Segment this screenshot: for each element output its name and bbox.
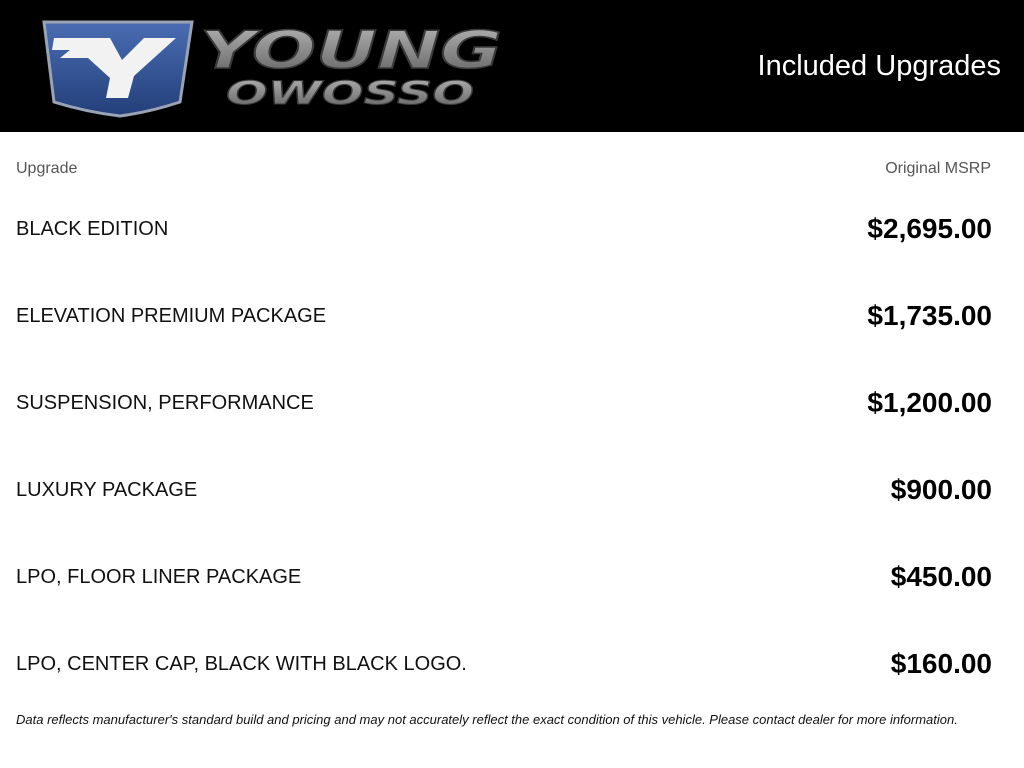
upgrade-name: LUXURY PACKAGE <box>16 479 198 501</box>
upgrade-name: LPO, FLOOR LINER PACKAGE <box>16 566 302 588</box>
upgrade-price: $1,735.00 <box>867 300 992 331</box>
header-banner <box>0 0 1024 132</box>
upgrade-price: $160.00 <box>890 648 992 679</box>
upgrade-name: SUSPENSION, PERFORMANCE <box>16 392 314 414</box>
upgrade-row <box>16 184 992 271</box>
upgrades-list <box>16 184 992 706</box>
upgrade-price: $900.00 <box>890 474 992 505</box>
young-owosso-logo-icon <box>40 16 510 118</box>
upgrade-row <box>16 271 992 358</box>
upgrade-name: LPO, CENTER CAP, BLACK WITH BLACK LOGO. <box>16 653 467 675</box>
upgrade-price: $450.00 <box>890 561 992 592</box>
disclaimer-text: Data reflects manufacturer's standard build and pricing and may not accurately reflect the exact condition of this vehicle. Please contact dealer for more information. <box>16 712 958 727</box>
brand-wordmark-young: YOUNG <box>200 21 502 81</box>
upgrade-price: $2,695.00 <box>867 213 992 244</box>
upgrade-row <box>16 619 992 706</box>
upgrade-row <box>16 532 992 619</box>
upgrade-row <box>16 358 992 445</box>
dealer-logo <box>40 16 510 118</box>
upgrade-row <box>16 445 992 532</box>
upgrade-name: ELEVATION PREMIUM PACKAGE <box>16 305 327 327</box>
column-header-upgrade: Upgrade <box>16 160 78 177</box>
page-title: Included Upgrades <box>757 50 1001 82</box>
brand-wordmark-owosso: OWOSSO <box>226 74 474 112</box>
upgrade-price: $1,200.00 <box>867 387 992 418</box>
table-header <box>16 160 991 180</box>
column-header-msrp: Original MSRP <box>885 160 991 177</box>
upgrade-name: BLACK EDITION <box>16 218 169 240</box>
